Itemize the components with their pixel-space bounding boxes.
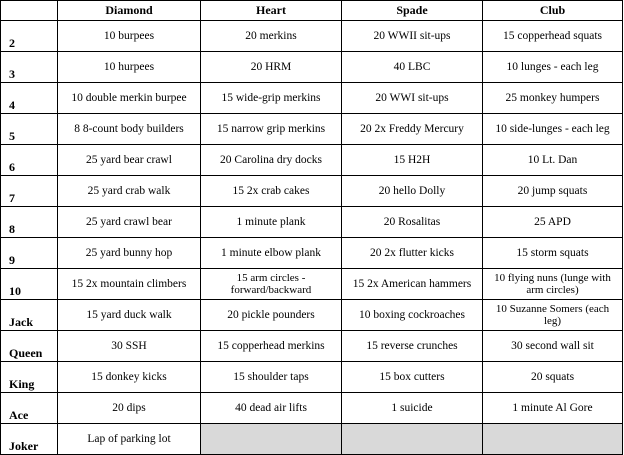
club-cell: 25 APD bbox=[483, 207, 623, 238]
diamond-cell: 25 yard crab walk bbox=[58, 176, 201, 207]
table-row bbox=[1, 145, 623, 176]
header-heart: Heart bbox=[201, 1, 342, 21]
table-row bbox=[1, 362, 623, 393]
club-cell-empty bbox=[483, 424, 623, 455]
spade-cell: 20 hello Dolly bbox=[342, 176, 483, 207]
table-row bbox=[1, 207, 623, 238]
rank-label: 2 bbox=[1, 21, 58, 52]
header-spade: Spade bbox=[342, 1, 483, 21]
table-body bbox=[1, 21, 623, 455]
heart-cell: 1 minute plank bbox=[201, 207, 342, 238]
diamond-cell: 25 yard bear crawl bbox=[58, 145, 201, 176]
club-cell: 10 side-lunges - each leg bbox=[483, 114, 623, 145]
spade-cell: 20 WWII sit-ups bbox=[342, 21, 483, 52]
spade-cell: 1 suicide bbox=[342, 393, 483, 424]
diamond-cell: 20 dips bbox=[58, 393, 201, 424]
table-row bbox=[1, 83, 623, 114]
table-row bbox=[1, 269, 623, 300]
diamond-cell: 10 double merkin burpee bbox=[58, 83, 201, 114]
club-cell: 10 Lt. Dan bbox=[483, 145, 623, 176]
club-cell: 15 storm squats bbox=[483, 238, 623, 269]
heart-cell: 15 narrow grip merkins bbox=[201, 114, 342, 145]
rank-label: 4 bbox=[1, 83, 58, 114]
header-row bbox=[1, 1, 623, 21]
rank-label: 6 bbox=[1, 145, 58, 176]
table-row bbox=[1, 52, 623, 83]
spade-cell: 20 2x flutter kicks bbox=[342, 238, 483, 269]
heart-cell: 20 HRM bbox=[201, 52, 342, 83]
diamond-cell: 15 2x mountain climbers bbox=[58, 269, 201, 300]
rank-label: Ace bbox=[1, 393, 58, 424]
header-corner bbox=[1, 1, 58, 21]
spade-cell: 20 Rosalitas bbox=[342, 207, 483, 238]
rank-label: Jack bbox=[1, 300, 58, 331]
spade-cell: 10 boxing cockroaches bbox=[342, 300, 483, 331]
rank-label: 3 bbox=[1, 52, 58, 83]
diamond-cell: Lap of parking lot bbox=[58, 424, 201, 455]
heart-cell: 1 minute elbow plank bbox=[201, 238, 342, 269]
table-row bbox=[1, 114, 623, 145]
table-row bbox=[1, 176, 623, 207]
heart-cell: 40 dead air lifts bbox=[201, 393, 342, 424]
table-header bbox=[1, 1, 623, 21]
rank-label: 5 bbox=[1, 114, 58, 145]
diamond-cell: 30 SSH bbox=[58, 331, 201, 362]
club-cell: 10 flying nuns (lunge with arm circles) bbox=[483, 269, 623, 300]
rank-label: King bbox=[1, 362, 58, 393]
diamond-cell: 25 yard crawl bear bbox=[58, 207, 201, 238]
rank-label: Joker bbox=[1, 424, 58, 455]
heart-cell: 15 2x crab cakes bbox=[201, 176, 342, 207]
spade-cell: 20 WWI sit-ups bbox=[342, 83, 483, 114]
rank-label: 8 bbox=[1, 207, 58, 238]
spade-cell: 40 LBC bbox=[342, 52, 483, 83]
heart-cell: 15 arm circles - forward/backward bbox=[201, 269, 342, 300]
diamond-cell: 15 yard duck walk bbox=[58, 300, 201, 331]
header-club: Club bbox=[483, 1, 623, 21]
table-row bbox=[1, 238, 623, 269]
heart-cell: 15 wide-grip merkins bbox=[201, 83, 342, 114]
club-cell: 10 Suzanne Somers (each leg) bbox=[483, 300, 623, 331]
table-row bbox=[1, 300, 623, 331]
heart-cell: 20 Carolina dry docks bbox=[201, 145, 342, 176]
club-cell: 25 monkey humpers bbox=[483, 83, 623, 114]
club-cell: 15 copperhead squats bbox=[483, 21, 623, 52]
club-cell: 20 squats bbox=[483, 362, 623, 393]
spade-cell: 15 2x American hammers bbox=[342, 269, 483, 300]
rank-label: 10 bbox=[1, 269, 58, 300]
spade-cell: 20 2x Freddy Mercury bbox=[342, 114, 483, 145]
header-diamond: Diamond bbox=[58, 1, 201, 21]
spade-cell: 15 reverse crunches bbox=[342, 331, 483, 362]
club-cell: 30 second wall sit bbox=[483, 331, 623, 362]
club-cell: 1 minute Al Gore bbox=[483, 393, 623, 424]
heart-cell: 15 copperhead merkins bbox=[201, 331, 342, 362]
club-cell: 10 lunges - each leg bbox=[483, 52, 623, 83]
diamond-cell: 10 hurpees bbox=[58, 52, 201, 83]
diamond-cell: 8 8-count body builders bbox=[58, 114, 201, 145]
diamond-cell: 10 burpees bbox=[58, 21, 201, 52]
diamond-cell: 15 donkey kicks bbox=[58, 362, 201, 393]
rank-label: 7 bbox=[1, 176, 58, 207]
diamond-cell: 25 yard bunny hop bbox=[58, 238, 201, 269]
rank-label: Queen bbox=[1, 331, 58, 362]
spade-cell-empty bbox=[342, 424, 483, 455]
spade-cell: 15 H2H bbox=[342, 145, 483, 176]
heart-cell-empty bbox=[201, 424, 342, 455]
table-row bbox=[1, 331, 623, 362]
table-row bbox=[1, 424, 623, 455]
table-row bbox=[1, 393, 623, 424]
table-row bbox=[1, 21, 623, 52]
heart-cell: 20 merkins bbox=[201, 21, 342, 52]
heart-cell: 15 shoulder taps bbox=[201, 362, 342, 393]
rank-label: 9 bbox=[1, 238, 58, 269]
club-cell: 20 jump squats bbox=[483, 176, 623, 207]
heart-cell: 20 pickle pounders bbox=[201, 300, 342, 331]
spade-cell: 15 box cutters bbox=[342, 362, 483, 393]
